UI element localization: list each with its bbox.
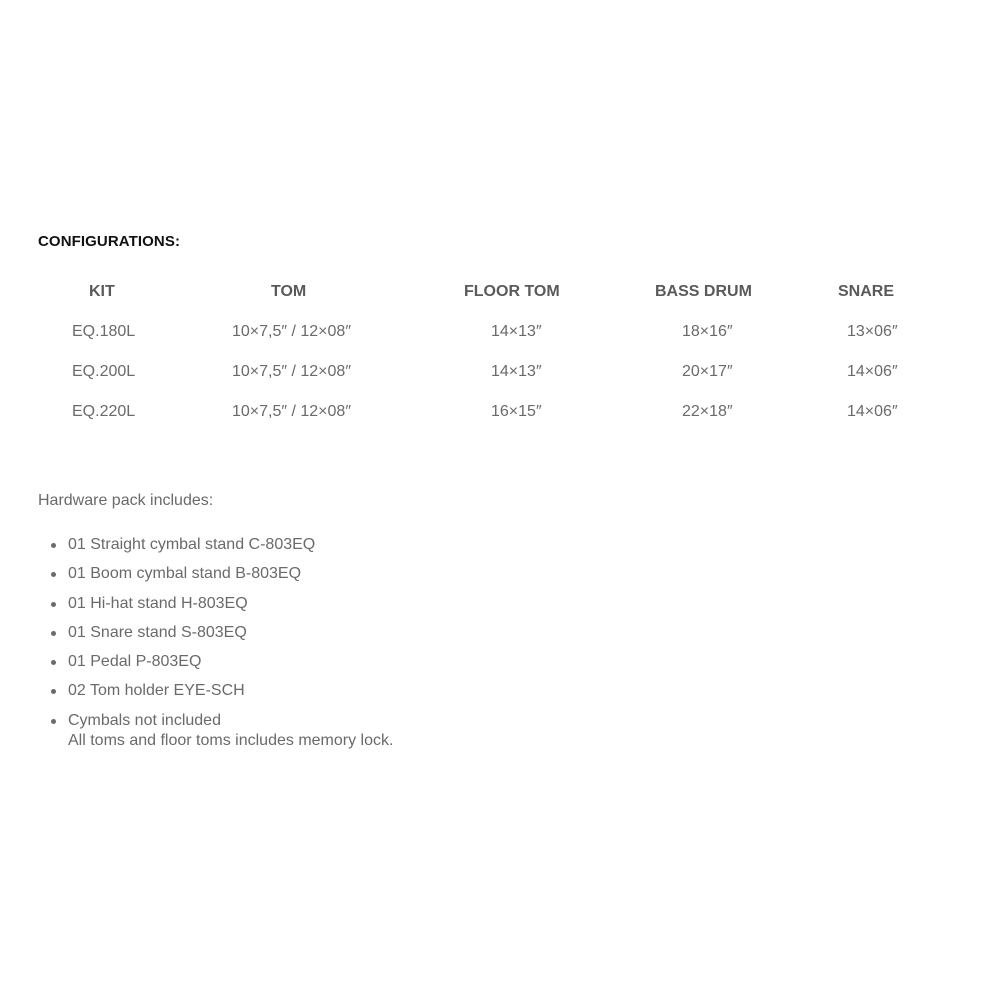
table-header-row bbox=[0, 272, 1000, 312]
list-item bbox=[68, 623, 393, 643]
cell-snare: 14×06″ bbox=[847, 363, 898, 380]
cell-snare: 13×06″ bbox=[847, 323, 898, 340]
cell-kit: EQ.220L bbox=[72, 403, 136, 420]
cell-kit: EQ.200L bbox=[72, 363, 136, 380]
hardware-intro: Hardware pack includes: bbox=[38, 492, 214, 509]
cell-tom: 10×7,5″ / 12×08″ bbox=[232, 363, 351, 380]
header-bass-drum: BASS DRUM bbox=[655, 283, 752, 300]
header-snare: SNARE bbox=[838, 283, 895, 300]
cell-tom: 10×7,5″ / 12×08″ bbox=[232, 323, 351, 340]
list-item-label: Cymbals not included bbox=[68, 711, 221, 729]
table-row bbox=[0, 392, 1000, 432]
cell-bass-drum: 18×16″ bbox=[682, 323, 733, 340]
cell-floor-tom: 14×13″ bbox=[491, 323, 542, 340]
list-item bbox=[68, 564, 393, 584]
cell-floor-tom: 14×13″ bbox=[491, 363, 542, 380]
configurations-title: CONFIGURATIONS: bbox=[38, 233, 181, 250]
list-item-label: 02 Tom holder EYE-SCH bbox=[68, 682, 245, 700]
table-row bbox=[0, 312, 1000, 352]
list-item bbox=[68, 594, 393, 614]
configurations-table bbox=[0, 272, 1000, 432]
table-row bbox=[0, 352, 1000, 392]
list-item bbox=[68, 535, 393, 555]
bullet-icon bbox=[51, 602, 56, 607]
list-item bbox=[68, 652, 393, 672]
header-floor-tom: FLOOR TOM bbox=[464, 283, 560, 300]
bullet-icon bbox=[51, 689, 56, 694]
list-item-label: 01 Hi-hat stand H-803EQ bbox=[68, 594, 248, 612]
cell-bass-drum: 20×17″ bbox=[682, 363, 733, 380]
cell-floor-tom: 16×15″ bbox=[491, 403, 542, 420]
list-item-label: 01 Pedal P-803EQ bbox=[68, 653, 202, 671]
bullet-icon bbox=[51, 719, 56, 724]
list-item-label: 01 Straight cymbal stand C-803EQ bbox=[68, 536, 316, 553]
list-item-label: 01 Boom cymbal stand B-803EQ bbox=[68, 565, 302, 583]
bullet-icon bbox=[51, 660, 56, 665]
memory-lock-note: All toms and floor toms includes memory lock. bbox=[68, 731, 394, 749]
header-kit: KIT bbox=[89, 283, 115, 300]
list-item-label: 01 Snare stand S-803EQ bbox=[68, 623, 247, 641]
hardware-list bbox=[68, 535, 393, 760]
bullet-icon bbox=[51, 572, 56, 577]
cell-bass-drum: 22×18″ bbox=[682, 403, 733, 420]
bullet-icon bbox=[51, 543, 56, 548]
cell-tom: 10×7,5″ / 12×08″ bbox=[232, 403, 351, 420]
header-tom: TOM bbox=[271, 283, 307, 300]
list-item bbox=[68, 681, 393, 701]
cell-snare: 14×06″ bbox=[847, 403, 898, 420]
list-item bbox=[68, 711, 393, 751]
cell-kit: EQ.180L bbox=[72, 323, 136, 340]
bullet-icon bbox=[51, 631, 56, 636]
